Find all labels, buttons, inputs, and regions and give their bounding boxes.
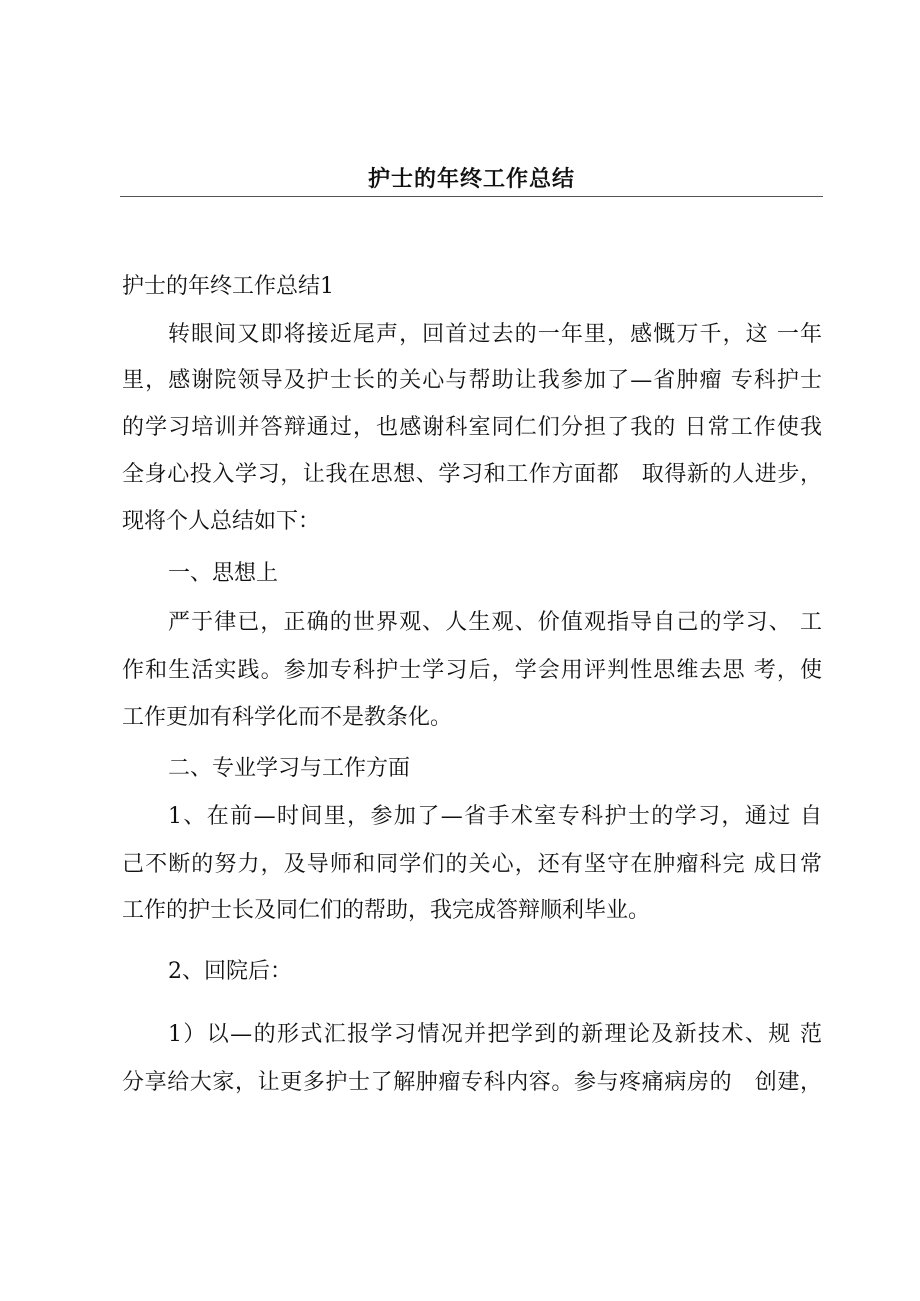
subheading-professional: 二、专业学习与工作方面 xyxy=(168,756,411,781)
paragraph-3-line-3: 工作更加有科学化而不是教条化。 xyxy=(122,705,453,730)
paragraph-3-line-1: 严于律已，正确的世界观、人生观、价值观指导自己的学习、 工 xyxy=(168,610,822,635)
paragraph-7-line-2: 分享给大家，让更多护士了解肿瘤专科内容。参与疼痛病房的 创建， xyxy=(122,1070,822,1095)
paragraph-5-line-2: 己不断的努力，及导师和同学们的关心，还有坚守在肿瘤科完 成日常 xyxy=(122,852,822,877)
paragraph-3-line-2: 作和生活实践。参加专科护士学习后，学会用评判性思维去思 考，使 xyxy=(122,658,822,683)
paragraph-5-line-1: 1、在前—时间里，参加了—省手术室专科护士的学习，通过 自 xyxy=(168,804,822,829)
paragraph-5-line-3: 工作的护士长及同仁们的帮助，我完成答辩顺利毕业。 xyxy=(122,898,651,923)
subheading-after-return: 2、回院后： xyxy=(168,959,292,984)
paragraph-1-line-4: 全身心投入学习，让我在思想、学习和工作方面都 取得新的人进步， xyxy=(122,462,822,487)
paragraph-1-line-3: 的学习培训并答辩通过，也感谢科室同仁们分担了我的 日常工作使我 xyxy=(122,415,822,440)
section-heading: 护士的年终工作总结1 xyxy=(122,274,334,299)
subheading-thought: 一、思想上 xyxy=(168,561,279,586)
title-divider xyxy=(120,196,823,197)
document-title: 护士的年终工作总结 xyxy=(367,167,575,192)
paragraph-1-line-5: 现将个人总结如下： xyxy=(122,509,321,534)
paragraph-1-line-1: 转眼间又即将接近尾声，回首过去的一年里，感慨万千，这 一年 xyxy=(168,322,822,347)
paragraph-1-line-2: 里，感谢院领导及护士长的关心与帮助让我参加了—省肿瘤 专科护士 xyxy=(122,368,822,393)
paragraph-7-line-1: 1）以—的形式汇报学习情况并把学到的新理论及新技术、规 范 xyxy=(168,1022,822,1047)
